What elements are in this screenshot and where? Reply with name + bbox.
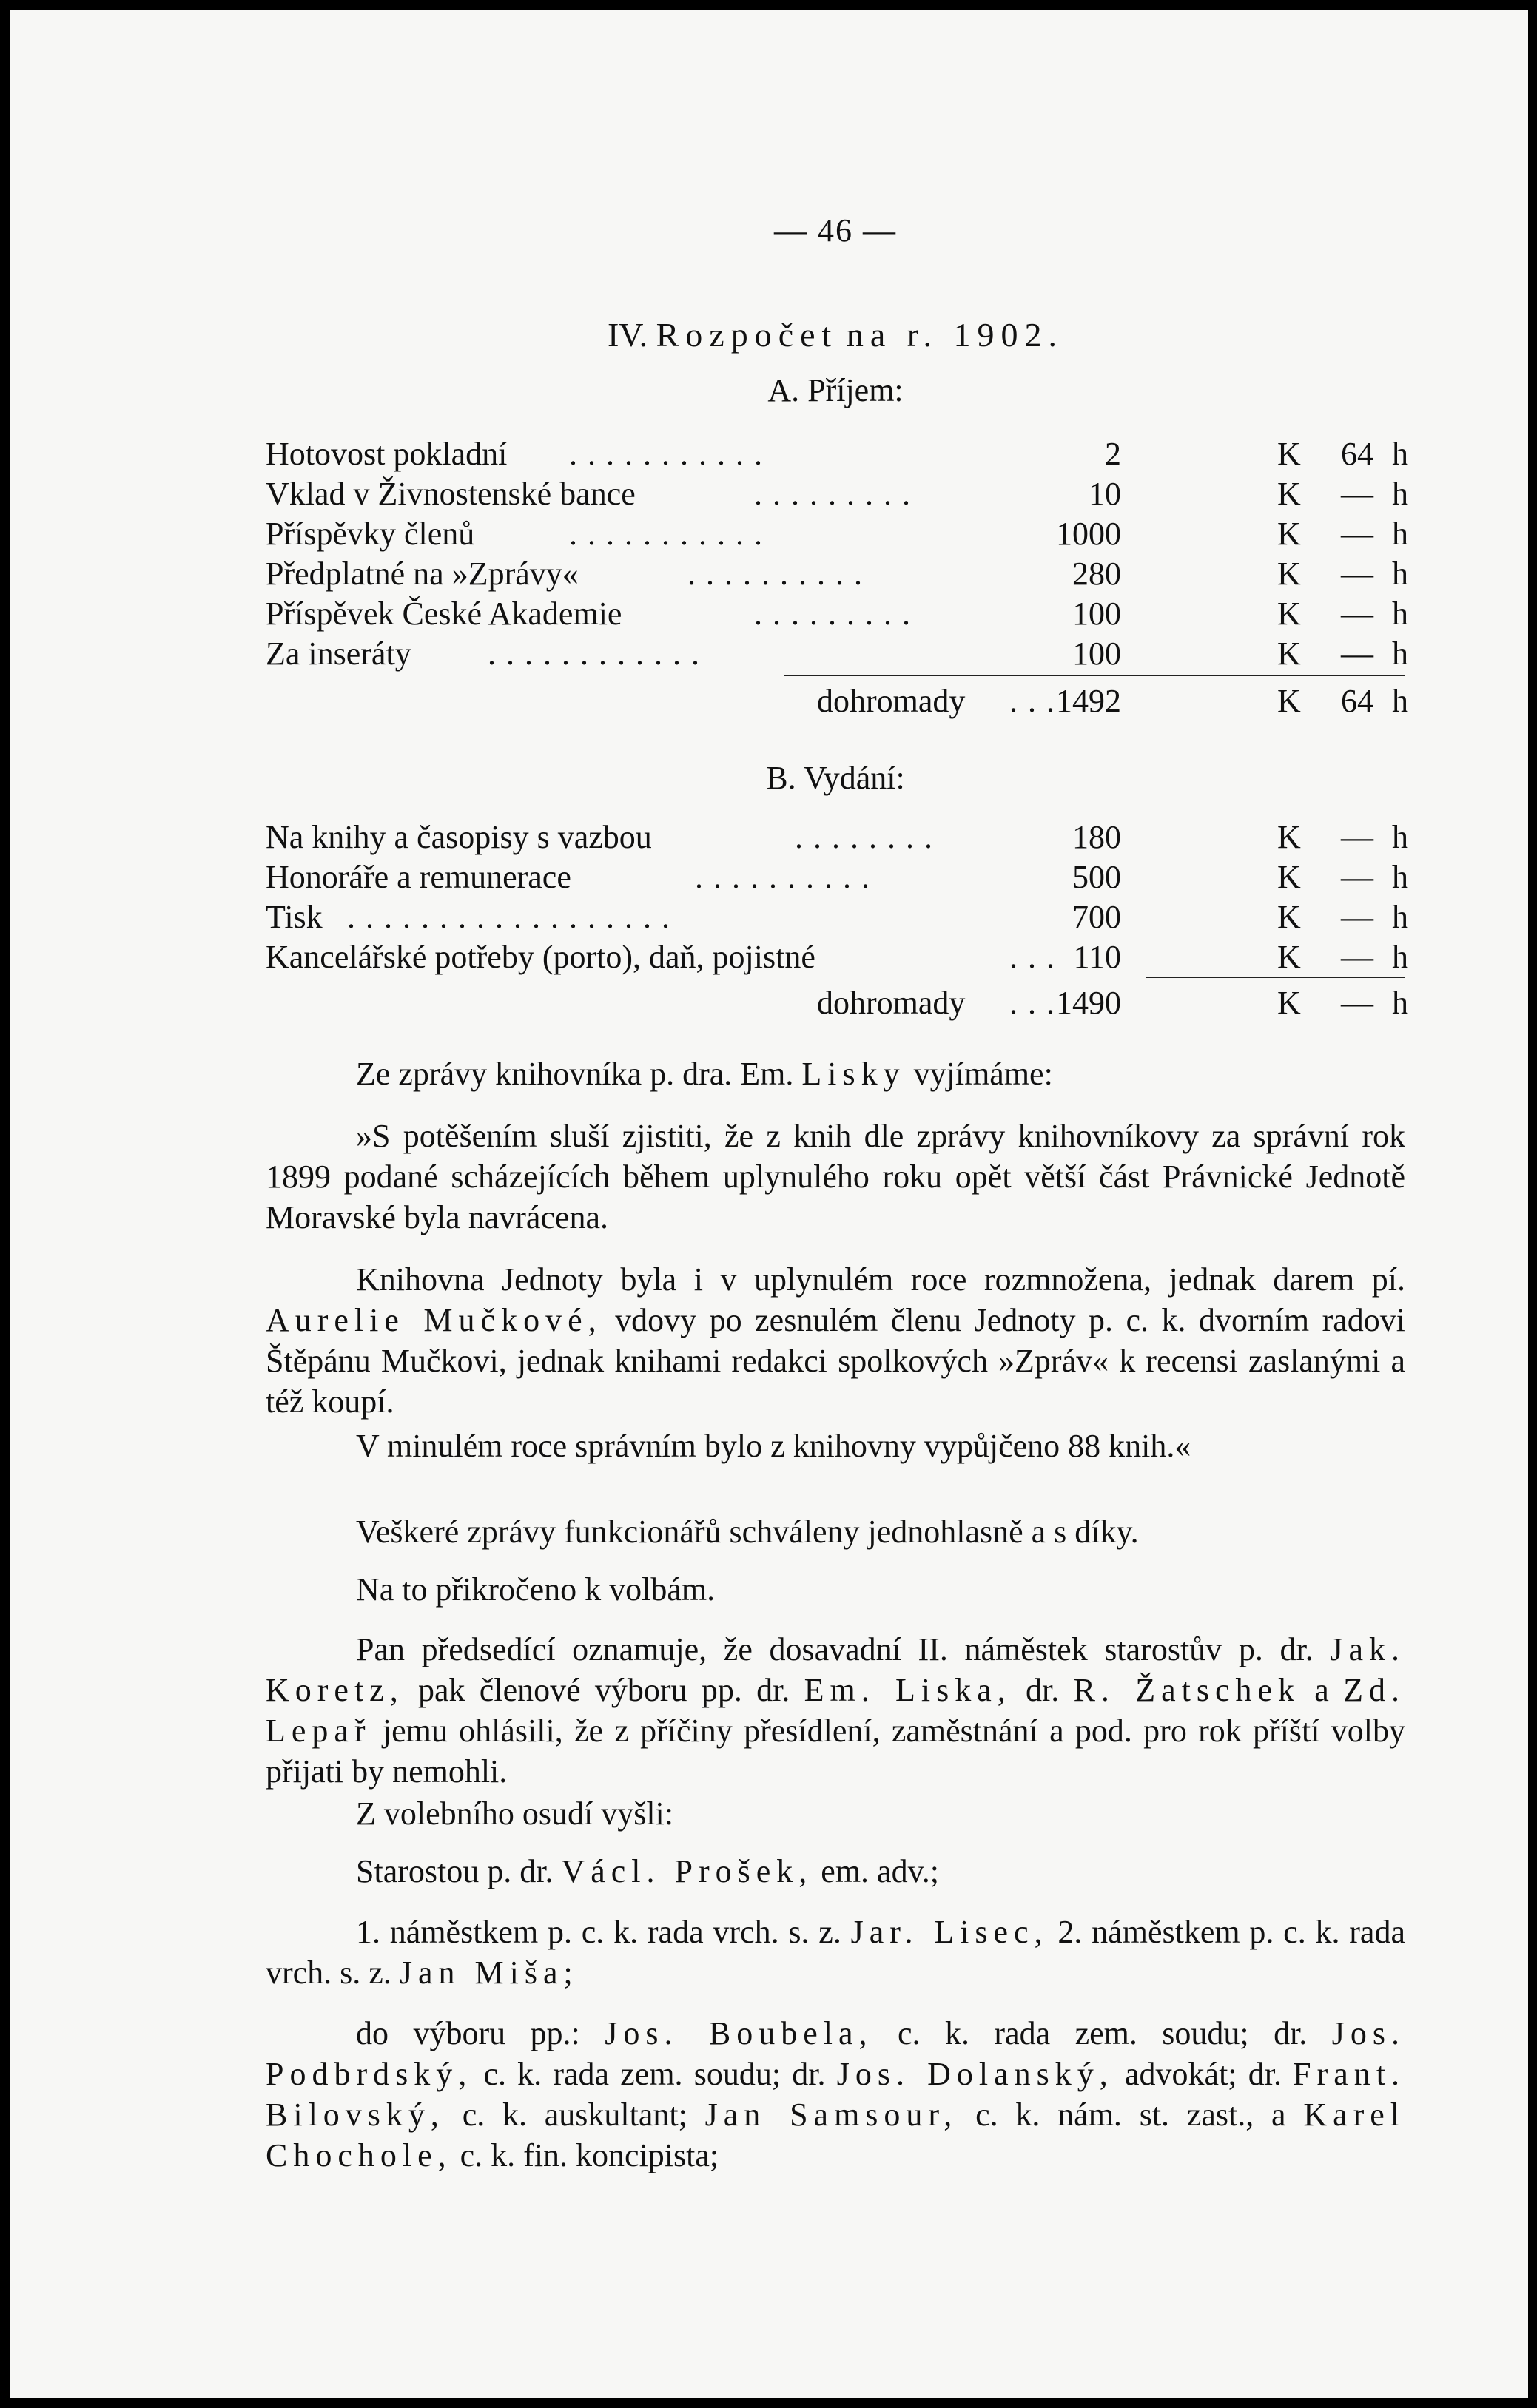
income-row: Předplatné na »Zprávy« .......... 280 K — h bbox=[266, 553, 1405, 595]
leader-dots: .......... bbox=[687, 556, 872, 592]
row-label: Předplatné na »Zprávy« bbox=[266, 556, 579, 592]
row-kronen: 100 bbox=[1072, 635, 1121, 672]
page-number: — 46 — bbox=[774, 212, 897, 249]
leader-dots: ........... bbox=[569, 436, 773, 472]
title-roman: IV. bbox=[607, 316, 648, 354]
paragraph: Na to přikročeno k volbám. bbox=[356, 1571, 716, 1608]
row-kronen: 180 bbox=[1072, 819, 1121, 855]
expenses-total: dohromady ... 1490 K — h bbox=[266, 982, 1405, 1024]
row-kronen: 1000 bbox=[1056, 516, 1121, 552]
row-label: Na knihy a časopisy s vazbou bbox=[266, 819, 652, 855]
leader-dots: ........ bbox=[795, 819, 943, 855]
paragraph: Ze zprávy knihovníka p. dra. Em. Lisky vyjímáme: bbox=[356, 1056, 1053, 1092]
row-label: Za inseráty bbox=[266, 635, 411, 672]
row-haler: — bbox=[1341, 596, 1373, 632]
title-word: Rozpočet bbox=[656, 316, 838, 354]
row-haler: 64 bbox=[1341, 436, 1373, 472]
leader-dots: ........... bbox=[569, 516, 773, 552]
row-label: Hotovost pokladní bbox=[266, 436, 508, 472]
leader-dots: ......... bbox=[754, 476, 921, 512]
row-haler: — bbox=[1341, 476, 1373, 512]
income-row: Za inseráty ............ 100 K — h bbox=[266, 633, 1405, 675]
leader-dots: ......... bbox=[754, 596, 921, 632]
row-kronen: 700 bbox=[1072, 899, 1121, 935]
leader-dots: ... bbox=[1009, 985, 1065, 1021]
leader-dots: ... bbox=[1009, 683, 1065, 719]
row-haler: — bbox=[1341, 516, 1373, 552]
row-haler: — bbox=[1341, 859, 1373, 895]
total-rule bbox=[1146, 977, 1405, 978]
title-rest: na r. 1902. bbox=[846, 316, 1064, 354]
row-kronen: 100 bbox=[1072, 596, 1121, 632]
paragraph: Pan předsedící oznamuje, že dosavadní II. náměstek starostův p. dr. Jak. Koretz, pak členové výboru pp. dr. Em. Liska, dr. R. Žatschek a Zd. Lepař jemu ohlásili, že z příčiny přesídlení, zaměstnání a pod. pro rok příští volby přijati by nemohli. bbox=[266, 1631, 1406, 1790]
row-label: Příspěvky členů bbox=[266, 516, 475, 552]
row-haler: — bbox=[1341, 819, 1373, 855]
total-label: dohromady bbox=[817, 683, 966, 719]
row-label: Kancelářské potřeby (porto), daň, pojistné bbox=[266, 939, 815, 975]
total-label: dohromady bbox=[817, 985, 966, 1021]
leader-dots: ... bbox=[1009, 939, 1065, 975]
income-heading: A. Příjem: bbox=[767, 372, 904, 408]
row-haler: — bbox=[1341, 556, 1373, 592]
paragraph: Starostou p. dr. Václ. Prošek, em. adv.; bbox=[356, 1853, 939, 1889]
paragraph: Z volebního osudí vyšli: bbox=[356, 1795, 673, 1832]
row-label: Příspěvek České Akademie bbox=[266, 596, 622, 632]
row-haler: — bbox=[1341, 899, 1373, 935]
income-total: dohromady ... 1492 K 64 h bbox=[266, 681, 1405, 722]
paragraph: do výboru pp.: Jos. Boubela, c. k. rada zem. soudu; dr. Jos. Podbrdský, c. k. rada zem. soudu; dr. Jos. Dolanský, advokát; dr. Frant. Bilovský, c. k. auskultant; Jan Samsour, c. k. nám. st. zast., a Karel Chochole, c. k. fin. koncipista; bbox=[266, 2015, 1406, 2173]
income-row: Příspěvky členů ........... 1000 K — h bbox=[266, 513, 1405, 555]
paragraph: Veškeré zprávy funkcionářů schváleny jednohlasně a s díky. bbox=[356, 1514, 1139, 1550]
paragraph: Knihovna Jednoty byla i v uplynulém roce rozmnožena, jednak darem pí. Aurelie Mučkové, vdovy po zesnulém členu Jednoty p. c. k. dvorním radovi Štěpánu Mučkovi, jednak knihami redakci spolkových »Zpráv« k recensi zaslanými a též koupí. bbox=[266, 1261, 1406, 1420]
row-haler: — bbox=[1341, 635, 1373, 672]
row-label: Tisk bbox=[266, 899, 323, 935]
expense-row: Na knihy a časopisy s vazbou ........ 180 K — h bbox=[266, 817, 1405, 858]
row-label: Honoráře a remunerace bbox=[266, 859, 571, 895]
total-haler: — bbox=[1341, 985, 1373, 1021]
paragraph: »S potěšením sluší zjistiti, že z knih dle zprávy knihovníkovy za správní rok 1899 podané scházejících během uplynulého roku opět větší část Právnické Jednotě Moravské byla navrácena. bbox=[266, 1118, 1405, 1235]
row-label: Vklad v Živnostenské bance bbox=[266, 476, 636, 512]
row-haler: — bbox=[1341, 939, 1373, 975]
page bbox=[10, 10, 1528, 2398]
total-rule bbox=[784, 675, 1405, 676]
expense-row: Kancelářské potřeby (porto), daň, pojistné ... 110 K — h bbox=[266, 937, 1405, 978]
total-kronen: 1490 bbox=[1056, 985, 1121, 1021]
paragraph: 1. náměstkem p. c. k. rada vrch. s. z. Jar. Lisec, 2. náměstkem p. c. k. rada vrch. s. z. Jan Miša; bbox=[266, 1914, 1405, 1991]
row-kronen: 2 bbox=[1105, 436, 1121, 472]
income-row: Vklad v Živnostenské bance ......... 10 K — h bbox=[266, 473, 1405, 515]
income-row: Příspěvek České Akademie ......... 100 K — h bbox=[266, 593, 1405, 635]
paragraph: V minulém roce správním bylo z knihovny vypůjčeno 88 knih.« bbox=[356, 1428, 1191, 1464]
expenses-heading: B. Vydání: bbox=[766, 760, 905, 796]
total-kronen: 1492 bbox=[1056, 683, 1121, 719]
total-haler: 64 bbox=[1341, 683, 1373, 719]
section-title bbox=[266, 315, 1405, 354]
row-kronen: 500 bbox=[1072, 859, 1121, 895]
row-kronen: 10 bbox=[1089, 476, 1121, 512]
row-kronen: 280 bbox=[1072, 556, 1121, 592]
leader-dots: .................. bbox=[347, 899, 680, 935]
expense-row: Honoráře a remunerace .......... 500 K — h bbox=[266, 857, 1405, 898]
row-kronen: 110 bbox=[1073, 939, 1121, 975]
income-row: Hotovost pokladní ........... 2 K 64 h bbox=[266, 434, 1405, 475]
expense-row: Tisk .................. 700 K — h bbox=[266, 897, 1405, 938]
leader-dots: ............ bbox=[488, 635, 710, 672]
leader-dots: .......... bbox=[695, 859, 880, 895]
